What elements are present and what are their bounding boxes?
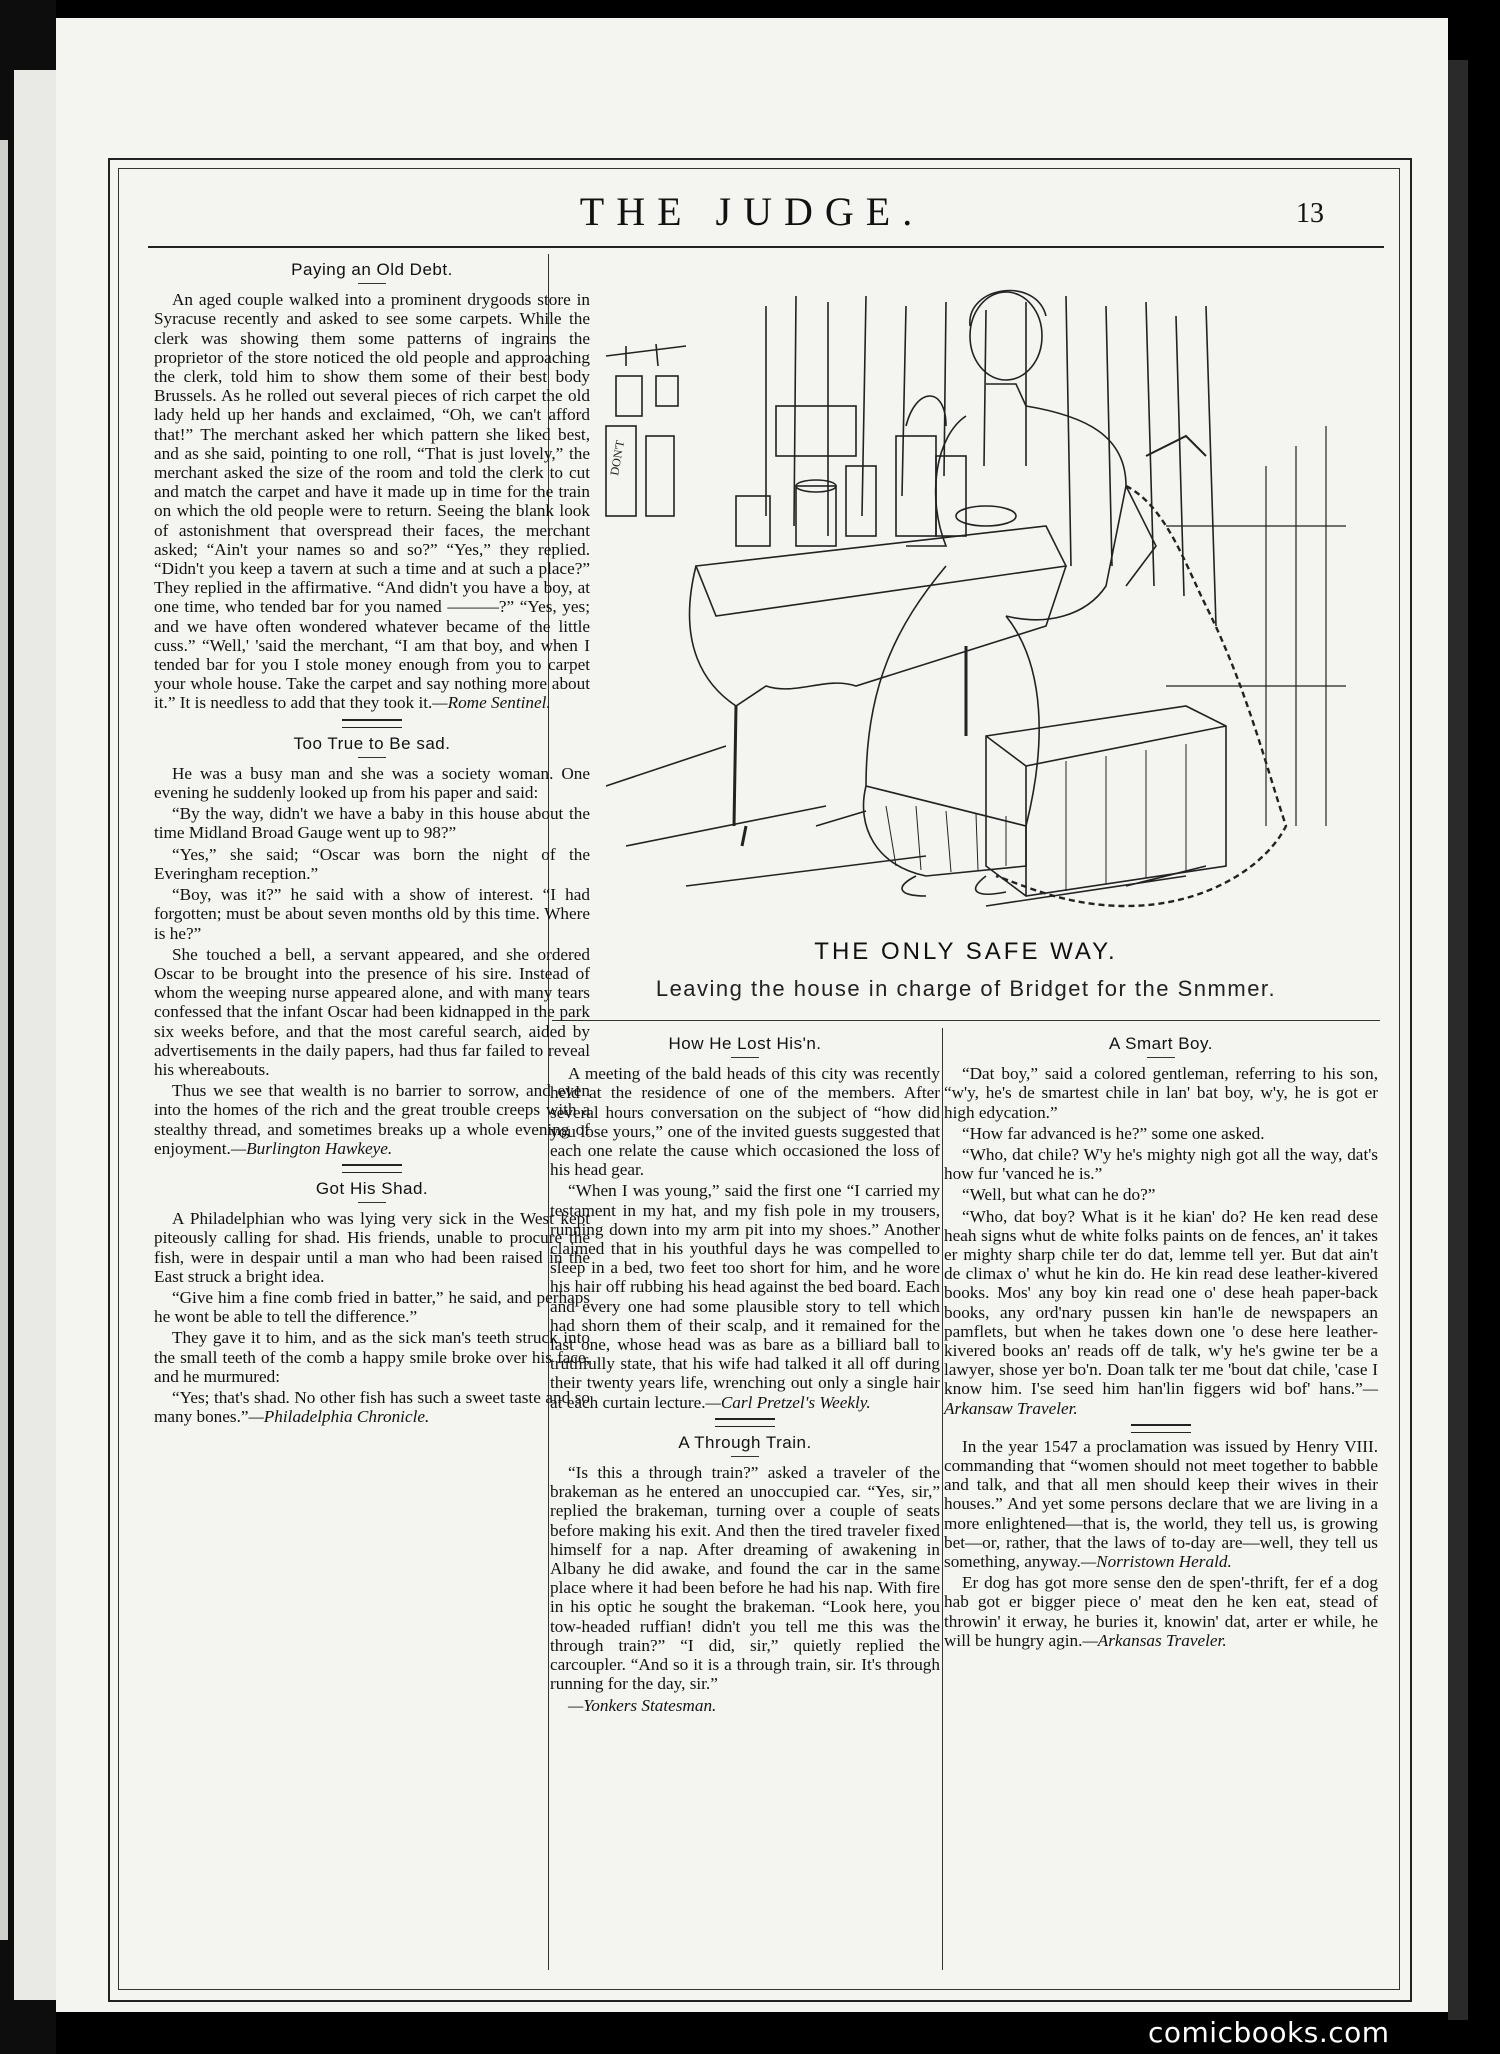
article-paragraph: Thus we see that wealth is no barrier to sorrow, and even into the homes of the rich and the great trouble creeps with a stealthy thread, and sometimes breaks up a whole evening of enjoyment.—Burlington Hawkeye.	[154, 1081, 590, 1158]
article-paragraph: “Dat boy,” said a colored gentleman, referring to his son, “w'y, he's de smartest chile in lan' bat boy, w'y, he is got er high edycation.”	[944, 1064, 1378, 1122]
title-underline	[731, 1456, 759, 1457]
article-paragraph: He was a busy man and she was a society woman. One evening he suddenly looked up from his paper and said:	[154, 763, 590, 803]
column-left	[154, 254, 590, 1428]
article-paragraph: “Is this a through train?” asked a traveler of the brakeman as he entered an unoccupied car. “Yes, sir,” replied the brakeman, turning over a couple of seats before making his exit. And then the tired traveler fixed himself for a nap. After dreaming of awakening in Albany he did awake, and found the car in the same place where it had been before he had his nap. With fire in his optic he sought the brakeman. “Look here, you tow-headed ruffian! didn't you tell me this was the through train?” “I did, sir,” quietly replied the carcoupler. “And so it is a through train, sir. It's through running for the day, sir.”	[550, 1463, 940, 1694]
title-underline	[358, 1202, 386, 1203]
sign-dont-text: DON'T	[607, 439, 628, 477]
article-separator	[342, 719, 402, 728]
article-separator	[715, 1418, 775, 1427]
article-paragraph: A meeting of the bald heads of this city was recently held at the residence of one of the members. After several hours conversation on the subject of “how did you lose yours,” one of the invited guests suggested that each one relate the cause which occasioned the loss of his head gear.	[550, 1064, 940, 1180]
article-credit: —Carl Pretzel's Weekly.	[705, 1392, 871, 1412]
article-credit: —Rome Sentinel.	[432, 693, 551, 713]
article-paragraph: “Well, but what can he do?”	[962, 1185, 1156, 1205]
page-number: 13	[1296, 198, 1324, 229]
watermark-text: comicbooks.com	[1148, 2016, 1390, 2049]
article-paragraph: “Yes,” she said; “Oscar was born the night of the Everingham reception.”	[154, 844, 590, 883]
article-title-got-his-shad: Got His Shad.	[315, 1178, 429, 1198]
article-separator	[1131, 1424, 1191, 1433]
magazine-page	[56, 18, 1448, 2012]
article-paragraph: She touched a bell, a servant appeared, and she ordered Oscar to be brought into the presence of his sire. Instead of whom the weeping nurse appeared alone, and with many tears confessed that the infant Oscar had been kidnapped in the park six weeks before, and that the most careful search, aided by advertisements in the daily papers, had thus far failed to reveal his whereabouts.	[154, 944, 590, 1079]
article-paragraph: They gave it to him, and as the sick man's teeth struck into the small teeth of the comb a happy smile broke over his face, and he murmured:	[154, 1328, 590, 1386]
article-title-paying-old-debt: Paying an Old Debt.	[291, 260, 453, 279]
article-credit: —Burlington Hawkeye.	[230, 1138, 393, 1158]
column-middle	[550, 1028, 940, 1717]
article-separator	[342, 1164, 402, 1173]
column-rule-2	[942, 1028, 943, 1970]
article-title-through-train: A Through Train.	[678, 1432, 812, 1452]
masthead-rule	[148, 246, 1384, 248]
article-title-too-true: Too True to Be sad.	[293, 733, 451, 753]
column-right	[944, 1028, 1378, 1652]
title-underline	[731, 1057, 759, 1058]
article-paragraph: “By the way, didn't we have a baby in this house about the time Midland Broad Gauge went up to 98?”	[154, 804, 590, 843]
article-paragraph: “Yes; that's shad. No other fish has such a sweet taste and so many bones.”—Philadelphia Chronicle.	[154, 1387, 590, 1427]
article-credit: —Arkansas Traveler.	[1082, 1630, 1227, 1650]
article-credit: —Arkansaw Traveler.	[944, 1379, 1378, 1418]
article-credit-line: —Yonkers Statesman.	[568, 1695, 717, 1715]
article-paragraph: “Who, dat chile? W'y he's mighty nigh got all the way, dat's how fur 'vanced he is.”	[944, 1145, 1378, 1184]
article-paragraph: “Who, dat boy? What is it he kian' do? He ken read dese heah signs whut de white folks paints on de fences, an' it takes er mighty sharp chile ter do dat, lemme tell yer. But dat ain't de climax o' whut he kin do. He kin read dese leather-kivered books. Mos' any boy kin read one o' dese heah paper-back books, any ord'nary pussen kin han'le de newspapers an pamflets, but when he takes down one 'o dese here leather-kivered books an' reads off de talk, w'y he's gwine ter be a lawyer, shose yer bo'n. Doan talk ter me 'bout dat chile, 'case I know him. I'se seed him han'lin figgers wid bof' hans.”—Arkansaw Traveler.	[944, 1206, 1378, 1418]
previous-leaf-strip	[0, 140, 8, 1940]
previous-page-edge	[14, 70, 59, 2000]
article-paragraph: In the year 1547 a proclamation was issued by Henry VIII. commanding that “women should not meet together to babble and talk, and that all men should keep their wives in their houses.” And yet some persons declare that we are living in a more enlightened—that is, the world, they tell us, is growing bet—or, rather, that the laws of to-day are—well, they tell us something, anyway.—Norristown Herald.	[944, 1436, 1378, 1572]
illustration-caption-subtitle: Leaving the house in charge of Bridget for the Snmmer.	[655, 976, 1277, 1001]
article-title-how-he-lost: How He Lost His'n.	[668, 1034, 822, 1053]
page-edge-shadow	[1448, 60, 1468, 2020]
article-title-smart-boy: A Smart Boy.	[1109, 1034, 1213, 1053]
article-paragraph: Er dog has got more sense den de spen'-thrift, fer ef a dog hab got er bigger piece o' meat den he ken eat, stead of throwin' it erway, he buries it, knowin' dat, arter er while, he will be hungry agin.—Arkansas Traveler.	[944, 1573, 1378, 1650]
article-credit: —Philadelphia Chronicle.	[248, 1407, 430, 1427]
scan-left-edge	[0, 0, 56, 2054]
article-paragraph: A Philadelphian who was lying very sick in the West kept piteously calling for shad. His friends, unable to procure the fish, were in despair until a man who had been raised in the East struck a bright idea.	[154, 1209, 590, 1286]
article-credit: —Norristown Herald.	[1080, 1552, 1232, 1572]
article-paragraph: “How far advanced is he?” some one asked.	[962, 1123, 1265, 1143]
caption-rule	[552, 1020, 1380, 1021]
title-underline	[358, 283, 386, 284]
article-body: An aged couple walked into a prominent drygoods store in Syracuse recently and asked to see some carpets. While the clerk was showing them some patterns of ingrains the proprietor of the store noticed the old people and approaching the clerk, told him to show them some of their best body Brussels. As he rolled out several pieces of rich carpet the old lady held up her hands and exclaimed, “Oh, we can't afford that!” The merchant asked her which pattern she liked best, and as she said, pointing to one roll, “That is just lovely,” the merchant asked the size of the room and told the clerk to cut and match the carpet and have it made up in time for the train on which the old people were to return. Seeing the blank look of astonishment that overspread their faces, the merchant asked; “Ain't your names so and so?” “Yes,” they replied. “Didn't you keep a tavern at such a time and at such a place?” They replied in the affirmative. “And didn't you have a boy, at one time, who tended bar for you named ———?” “Yes, yes; and we have often wondered whatever became of the little cuss.” “Well,' 'said the merchant, “I am that boy, and when I tended bar for you I stole money enough from you to carpet your whole house. Take the carpet and say nothing more about it.” It is needless to add that they took it.—Rome Sentinel.	[154, 290, 590, 713]
illustration-caption-title: THE ONLY SAFE WAY.	[814, 938, 1118, 965]
article-paragraph: “Give him a fine comb fried in batter,” he said, and perhaps he wont be able to tell the difference.”	[154, 1287, 590, 1327]
article-paragraph: “Boy, was it?” he said with a show of interest. “I had forgotten; must be about seven months old by this time. Where is he?”	[154, 885, 590, 943]
title-underline	[358, 757, 386, 758]
article-paragraph: “When I was young,” said the first one “I carried my testament in my hat, and my fish pole in my trousers, running down into my arm pit into my shoes.” Another claimed that in his youthful days he was compelled to sleep in a bed, two feet too short for him, and he wore his hair off rubbing his head against the bed board. Each and every one had some plausible story to tell which had shorn them of their scalp, and it remained for the last one, whose head was as bare as a billiard ball to truthfully state, that his wife had talked it all off during their twenty years life, wrenching out only a single hair at each curtain lecture.—Carl Pretzel's Weekly.	[550, 1181, 940, 1412]
masthead-title: THE JUDGE.	[579, 189, 925, 234]
cartoon-illustration	[566, 266, 1366, 916]
title-underline	[1147, 1057, 1175, 1058]
